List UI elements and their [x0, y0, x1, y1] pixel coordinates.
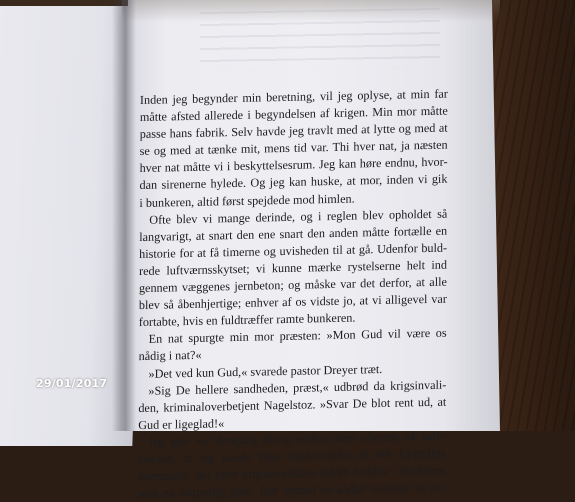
- text-line: den, kriminaloverbetjent Nagelstoz. »Svar De blot rent ud, at: [138, 394, 447, 415]
- text-line: voksen, at jeg kunde fatte rækkevidden af det frygtelige: [138, 445, 447, 467]
- book-gutter: [112, 0, 136, 431]
- text-line: Inden jeg begynder min beretning, vil jeg oplyse, at min far: [139, 86, 448, 108]
- date-stamp: 29/01/2017: [36, 377, 108, 390]
- text-line: En nat spurgte min mor præsten: »Mon Gud vil være os: [148, 325, 447, 347]
- text-line: fortabte, hvis en fuldtræffer ramte bunkeren.: [138, 310, 356, 330]
- text-line: Ofte blev vi mange derinde, og i reglen blev opholdet så: [149, 206, 448, 227]
- text-line: »Sig De hellere sandheden, præst,« udbrød da krigsinvali-: [148, 377, 447, 398]
- text-line: som en korporlig pine. Der opstod en sådan tavshed, at en-: [137, 479, 446, 501]
- text-line: i bunkeren, altid først spejdede mod himlen.: [139, 191, 355, 210]
- text-line: hver nat måtte vi i beskyttelsesrum. Jeg kan høre endnu, hvor-: [139, 154, 448, 176]
- text-line: Gud er ligeglad!«: [138, 416, 225, 432]
- text-line: Jeg selv var dengang dreng endnu, men allerede så halv-: [148, 428, 447, 449]
- show-through-text: [199, 8, 440, 72]
- text-line: se og med at tænke mit, mens tid var. Thi hver nat, ja næsten: [139, 137, 448, 159]
- text-line: »Det ved kun Gud,« svarede pastor Dreyer træt.: [148, 361, 383, 381]
- text-line: gennem væggenes jernbeton; og måske var det derfor, at alle: [138, 274, 447, 296]
- text-line: historie for at få timerne og uvisheden til at gå. Udenfor buld-: [139, 240, 448, 261]
- text-line: nådig i nat?«: [138, 348, 202, 364]
- text-line: dan sirenerne hylede. Og jeg kan huske, at mor, inden vi gik: [139, 172, 448, 193]
- text-line: måtte afsted allerede i begyndelsen af krigen. Min mor måtte: [139, 103, 448, 125]
- page-text: [138, 86, 448, 502]
- text-line: passe hans fabrik. Selv havde jeg travlt med at lytte og med at: [139, 120, 448, 142]
- text-line: rede luftværnsskytset; vi kunne mærke rystelserne helt ind: [139, 257, 448, 278]
- text-line: spørgsmål, der efter krigsinvalidens udråb forblev i bunkeren: [137, 462, 446, 484]
- text-line: blev så åbenhjertige; enhver af os vidste jo, at vi alligevel var: [138, 291, 447, 313]
- text-line: langvarigt, at snart den ene snart den anden måtte fortælle en: [139, 223, 448, 244]
